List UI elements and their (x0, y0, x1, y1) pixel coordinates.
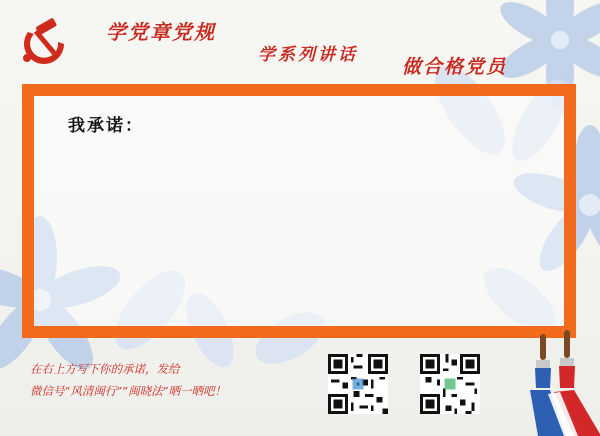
header-slogan-1: 学党章党规 (106, 20, 216, 44)
header-slogan-3: 做合格党员 (402, 56, 508, 78)
qr-code-1[interactable] (328, 354, 388, 414)
paint-brushes-icon (520, 330, 600, 436)
party-emblem-icon (14, 14, 76, 66)
header-slogan-2: 学系列讲话 (258, 45, 358, 65)
qr-code-2[interactable] (420, 354, 480, 414)
footer-line-1: 在右上方写下你的承诺，发给 (30, 362, 180, 376)
footer-line-2: 微信号“风清闽行”“闽晓法”晒一晒吧！ (30, 384, 227, 398)
pledge-writing-area[interactable] (22, 84, 576, 338)
footer-instructions (30, 358, 226, 402)
pledge-label: 我承诺： (68, 116, 144, 136)
